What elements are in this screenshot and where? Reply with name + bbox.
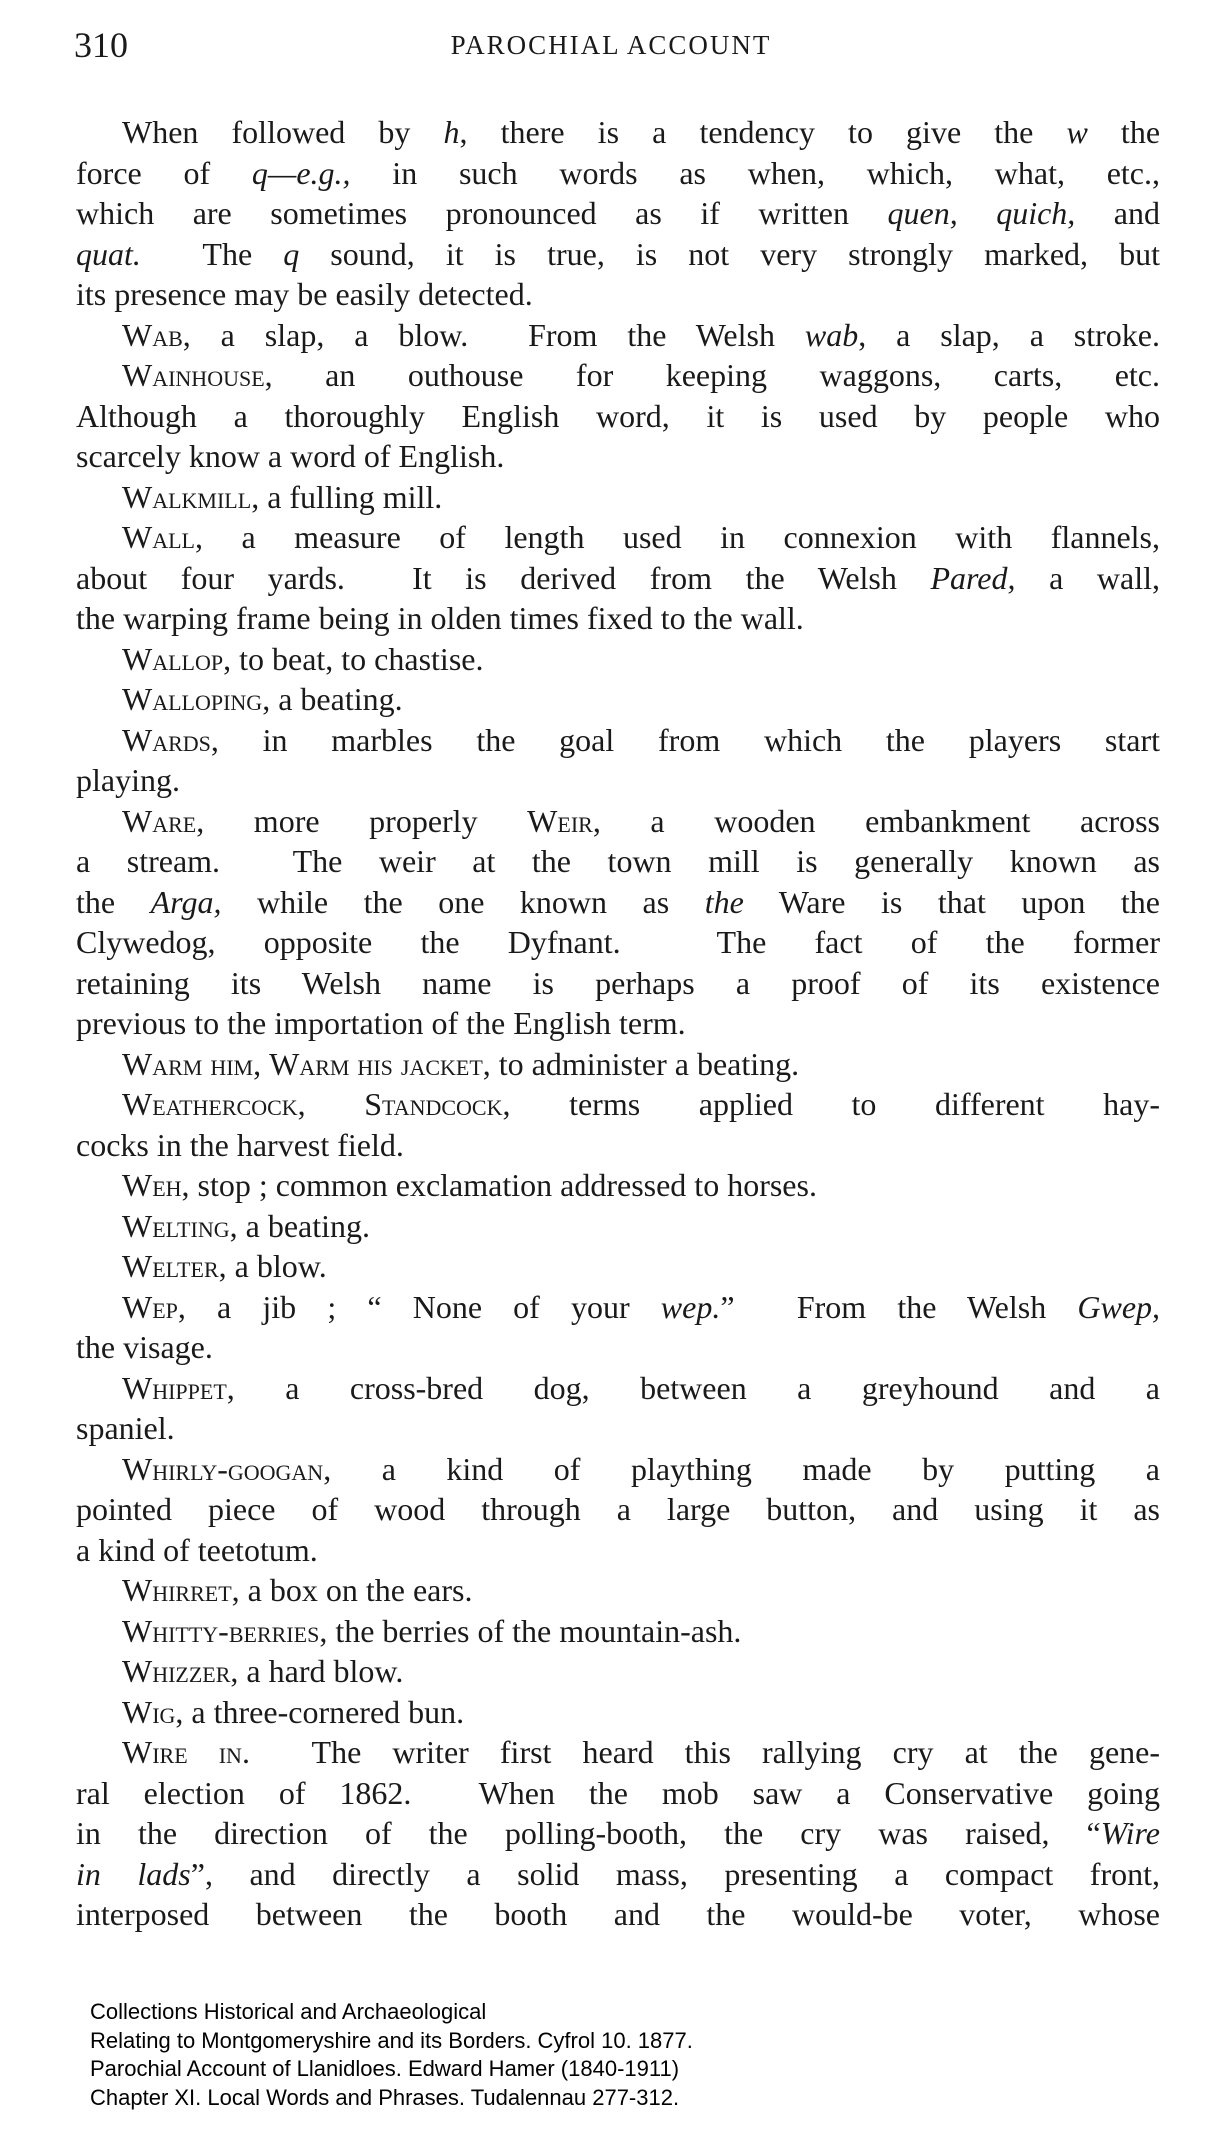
text-run: a kind of teetotum. [76, 1531, 318, 1568]
headword: Walkmill [122, 478, 252, 515]
text-line [76, 1732, 1160, 1773]
page-number: 310 [74, 25, 128, 65]
text-run: the visage. [76, 1329, 213, 1365]
text-line [76, 1530, 1160, 1571]
text-run: , a three-cornered bun. [175, 1693, 465, 1730]
text-line [76, 1084, 1160, 1125]
italic-text: q [283, 235, 300, 272]
text-run: , a blow. [218, 1248, 327, 1284]
text-run: previous to the importation of the English term. [76, 1005, 686, 1041]
text-line [76, 1449, 1160, 1490]
text-line [76, 1570, 1160, 1611]
text-run: , a slap, a stroke. [858, 316, 1161, 353]
text-line [76, 1692, 1160, 1733]
text-line [76, 1206, 1160, 1247]
headword: Ware [122, 802, 197, 839]
text-line [76, 720, 1160, 761]
text-run: sound, it is true, is not very strongly marked, but [299, 235, 1161, 272]
text-line [76, 1044, 1160, 1085]
headword: Whirly-googan [122, 1450, 324, 1487]
headword: Welter [122, 1248, 219, 1284]
headword: Weathercock [122, 1086, 298, 1122]
headword: Whirret [122, 1572, 232, 1608]
text-run: in such words as when, which, what, etc., [350, 154, 1161, 191]
text-line [76, 1894, 1160, 1935]
citation-line: Collections Historical and Archaeological [90, 1999, 487, 2024]
citation-line: Parochial Account of Llanidloes. Edward Hamer (1840-1911) [90, 2056, 680, 2082]
headword: Wallop [122, 640, 224, 677]
text-run: , terms applied to different hay- [502, 1086, 1160, 1122]
text-run: , stop ; common exclamation addressed to horses. [181, 1167, 817, 1203]
text-run: cocks in the harvest field. [76, 1126, 404, 1163]
headword: Wab [122, 316, 183, 353]
text-run: scarcely know a word of English. [76, 438, 505, 474]
text-run: the [1087, 114, 1161, 150]
text-run: , a box on the ears. [231, 1572, 473, 1608]
italic-text: Arga, [150, 883, 222, 920]
italic-text: Pared, [930, 559, 1016, 596]
headword: Welting [122, 1207, 230, 1244]
text-line [76, 1408, 1160, 1449]
headword: Whitty-berries [122, 1612, 320, 1649]
text-run: , the berries of the mountain-ash. [319, 1612, 742, 1649]
text-line [76, 153, 1160, 194]
text-run: , a hard blow. [230, 1653, 404, 1689]
text-line [76, 1287, 1160, 1328]
headword: Wall [122, 519, 195, 555]
text-line [76, 234, 1160, 275]
text-line [76, 436, 1160, 477]
text-line [76, 639, 1160, 680]
running-head: PAROCHIAL ACCOUNT [450, 30, 772, 60]
text-run: , more properly [196, 802, 528, 839]
text-line [76, 1611, 1160, 1652]
text-run: the warping frame being in olden times fixed to the wall. [76, 600, 804, 636]
italic-text: wab [804, 316, 859, 353]
italic-text: in lads [76, 1855, 191, 1892]
text-line [76, 193, 1160, 234]
italic-text: quen, quich, [887, 195, 1076, 231]
text-run: , a cross-bred dog, between a greyhound and a [226, 1369, 1160, 1406]
text-run: , a beating. [229, 1207, 370, 1244]
text-run: , a wooden embankment across [592, 802, 1161, 839]
text-line [76, 1489, 1160, 1530]
text-run: pointed piece of wood through a large button, and using it as [76, 1491, 1160, 1527]
text-run: ”, and directly a solid mass, presenting a compact front, [190, 1855, 1161, 1892]
text-run: , to administer a beating. [482, 1045, 800, 1082]
headword: Wep [122, 1288, 178, 1325]
text-line [76, 1854, 1160, 1895]
text-run: , a measure of length used in connexion with flannels, [194, 519, 1160, 555]
text-line [76, 396, 1160, 437]
text-run: Although a thoroughly English word, it is used by people who [76, 397, 1160, 434]
text-run: in the direction of the polling-booth, the cry was raised, “ [76, 1815, 1101, 1851]
text-run: which are sometimes pronounced as if written [76, 195, 888, 231]
headword: Warm his jacket [269, 1045, 483, 1082]
citation-line: Chapter XI. Local Words and Phrases. Tudalennau 277-312. [90, 2085, 680, 2111]
text-line [76, 841, 1160, 882]
citation-footer [90, 1998, 693, 2113]
text-line [76, 963, 1160, 1004]
text-run: , a beating. [262, 681, 403, 717]
text-run: , a slap, a blow. From the Welsh [182, 316, 805, 353]
text-line [76, 679, 1160, 720]
italic-text: h [443, 114, 460, 150]
text-run: ral election of 1862. When the mob saw a Conservative going [76, 1774, 1160, 1811]
text-run: ” From the Welsh [720, 1288, 1078, 1325]
text-line [76, 760, 1160, 801]
italic-text: w [1066, 114, 1088, 150]
italic-text: quat. [76, 235, 141, 272]
text-run: , a fulling mill. [251, 478, 443, 515]
text-line [76, 355, 1160, 396]
text-line [76, 274, 1160, 315]
headword: Warm him [122, 1045, 254, 1082]
headword: Whippet [122, 1369, 227, 1406]
text-run: Clywedog, opposite the Dyfnant. The fact of the former [76, 924, 1160, 960]
text-run: and [1075, 195, 1161, 231]
headword: Weh [122, 1167, 182, 1203]
text-run: , [253, 1045, 270, 1082]
text-line [76, 112, 1160, 153]
text-line [76, 1003, 1160, 1044]
text-run: a wall, [1015, 559, 1160, 596]
text-line [76, 882, 1160, 923]
text-run: The [140, 235, 284, 272]
text-line [76, 477, 1160, 518]
text-run: , [297, 1086, 365, 1122]
italic-text: q—e.g., [251, 154, 351, 191]
italic-text: Wire [1100, 1815, 1160, 1851]
text-run: , a jib ; “ None of your [177, 1288, 661, 1325]
text-run: , a kind of plaything made by putting a [323, 1450, 1160, 1487]
text-run: When followed by [122, 114, 444, 150]
headword: Weir [527, 802, 593, 839]
text-line [76, 558, 1160, 599]
text-line [76, 801, 1160, 842]
text-run: while the one known as [221, 883, 705, 920]
headword: Wainhouse [122, 357, 265, 393]
text-run: the [76, 883, 151, 920]
text-line [76, 1773, 1160, 1814]
headword: Wire in [122, 1734, 242, 1770]
text-run: its presence may be easily detected. [76, 276, 533, 312]
text-run: a stream. The weir at the town mill is generally known as [76, 843, 1160, 879]
citation-line: Relating to Montgomeryshire and its Borders. Cyfrol 10. 1877. [90, 2027, 693, 2053]
headword: Standcock [364, 1086, 503, 1122]
text-run: retaining its Welsh name is perhaps a proof of its existence [76, 964, 1160, 1001]
text-run: force of [76, 154, 252, 191]
text-line [76, 1368, 1160, 1409]
text-line [76, 1327, 1160, 1368]
text-run: about four yards. It is derived from the Welsh [76, 559, 931, 596]
text-line [76, 517, 1160, 558]
text-line [76, 1165, 1160, 1206]
text-run: Ware is that upon the [743, 883, 1161, 920]
text-line [76, 922, 1160, 963]
headword: Wig [122, 1693, 176, 1730]
page-body-text [76, 112, 1160, 1935]
text-run: playing. [76, 762, 180, 798]
italic-text: the [704, 883, 744, 920]
text-run: , in marbles the goal from which the players start [210, 721, 1160, 758]
text-line [76, 1125, 1160, 1166]
text-line [76, 1246, 1160, 1287]
headword: Wards [122, 721, 211, 758]
text-line [76, 315, 1160, 356]
text-line [76, 598, 1160, 639]
italic-text: Gwep, [1077, 1288, 1161, 1325]
text-run: . The writer first heard this rallying cry at the gene- [241, 1734, 1161, 1770]
text-run: , to beat, to chastise. [223, 640, 484, 677]
text-line [76, 1813, 1160, 1854]
headword: Whizzer [122, 1653, 231, 1689]
headword: Walloping [122, 681, 263, 717]
text-run: interposed between the booth and the would-be voter, whose [76, 1896, 1160, 1932]
text-run: , there is a tendency to give the [459, 114, 1067, 150]
italic-text: wep. [660, 1288, 721, 1325]
text-line [76, 1651, 1160, 1692]
text-run: spaniel. [76, 1410, 175, 1446]
text-run: , an outhouse for keeping waggons, carts, etc. [264, 357, 1160, 393]
